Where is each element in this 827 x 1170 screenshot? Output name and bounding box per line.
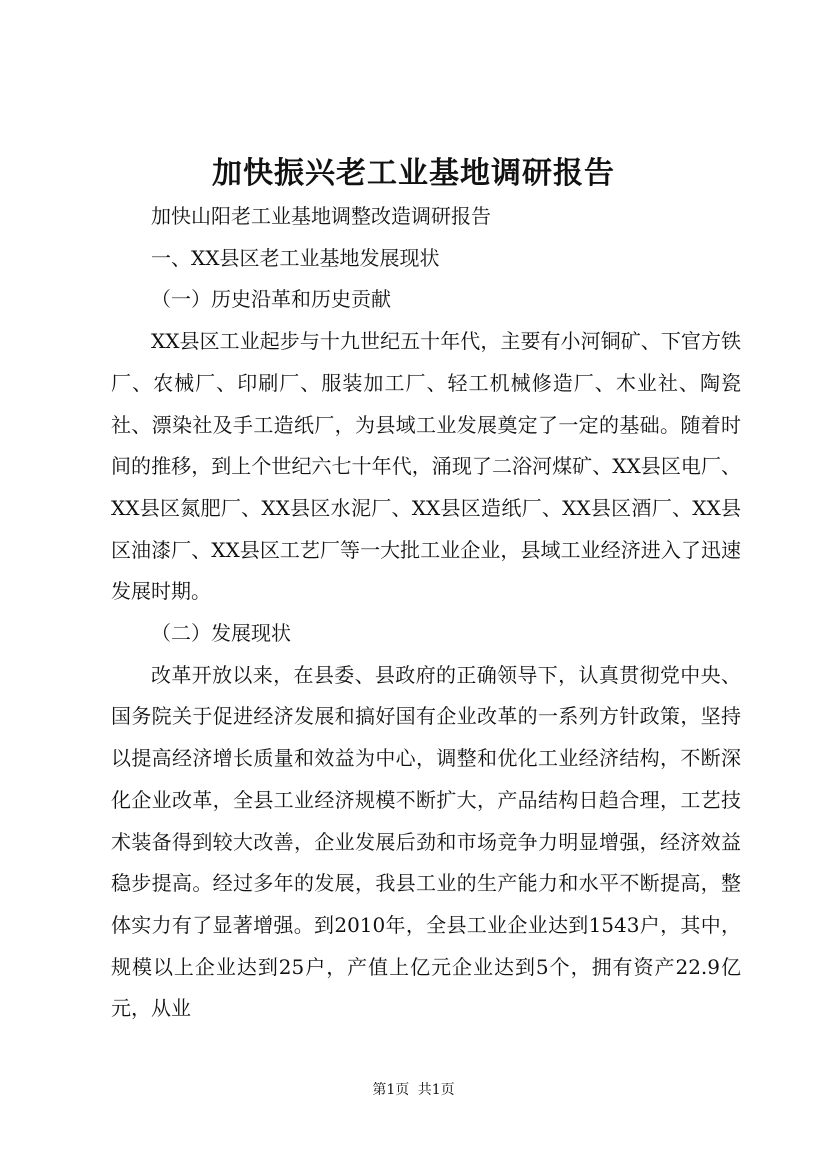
subsection-heading-status: （二）发展现状: [151, 621, 291, 646]
body-paragraph-status: 改革开放以来，在县委、县政府的正确领导下，认真贯彻党中央、国务院关于促进经济发展和搞好国有企业改革的一系列方针政策，坚持以提高经济增长质量和效益为中心，调整和优化工业经济结构，不断深化企业改革，全县工业经济规模不断扩大，产品结构日趋合理，工艺技术装备得到较大改善，企业发展后劲和市场竞争力明显增强，经济效益稳步提高。经过多年的发展，我县工业的生产能力和水平不断提高，整体实力有了显著增强。到2010年，全县工业企业达到1543户，其中，规模以上企业达到25户，产值上亿元企业达到5个，拥有资产22.9亿元，从业: [111, 662, 741, 1021]
page-total: 共1页: [417, 1082, 455, 1098]
document-body: [111, 196, 741, 1030]
subtitle-paragraph: 加快山阳老工业基地调整改造调研报告: [151, 204, 491, 228]
subsection-heading-history: （一）历史沿革和历史贡献: [151, 287, 391, 312]
page-number: 第1页: [372, 1082, 410, 1098]
page-footer: [0, 1079, 827, 1099]
body-paragraph-history: XX县区工业起步与十九世纪五十年代，主要有小河铜矿、下官方铁厂、农械厂、印刷厂、服装加工厂、轻工机械修造厂、木业社、陶瓷社、漂染社及手工造纸厂，为县域工业发展奠定了一定的基础。随着时间的推移，到上个世纪六七十年代，涌现了二浴河煤矿、XX县区电厂、XX县区氮肥厂、XX县区水泥厂、XX县区造纸厂、XX县区酒厂、XX县区油漆厂、XX县区工艺厂等一大批工业企业，县域工业经济进入了迅速发展时期。: [111, 329, 741, 604]
section-heading: 一、XX县区老工业基地发展现状: [151, 245, 440, 270]
document-title: 加快振兴老工业基地调研报告: [212, 156, 615, 191]
